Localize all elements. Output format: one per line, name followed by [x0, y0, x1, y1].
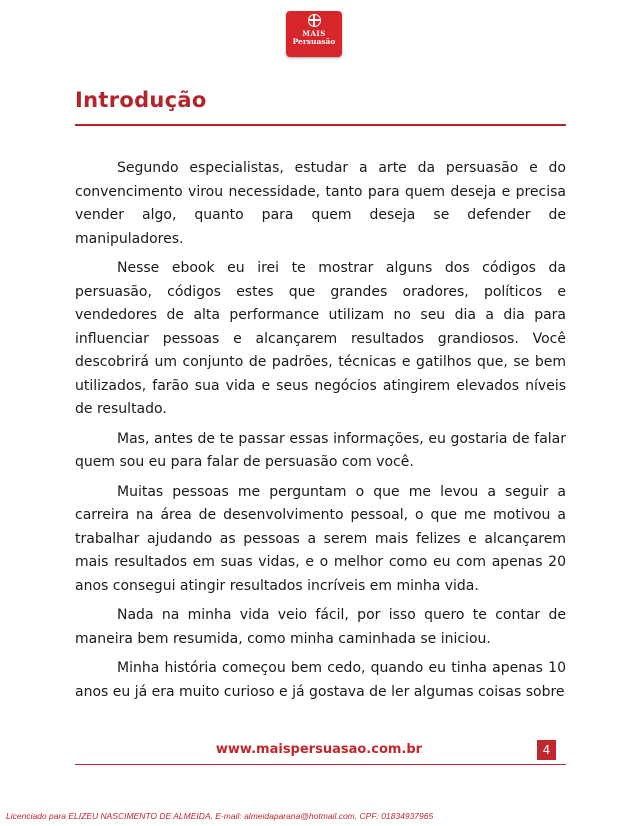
- logo-text-line2: Persuasão: [292, 36, 336, 46]
- paragraph: Nesse ebook eu irei te mostrar alguns dos códigos da persuasão, códigos estes que grandes oradores, políticos e vendedores de alta performance utilizam no seu dia a dia para influenciar pessoas e alcançarem resultados grandiosos. Você descobrirá um conjunto de padrões, técnicas e gatilhos que, se bem utilizados, farão sua vida e seus negócios atingirem elevados níveis de resultado.: [75, 260, 566, 417]
- paragraph: Muitas pessoas me perguntam o que me levou a seguir a carreira na área de desenvolvimento pessoal, o que me motivou a trabalhar ajudando as pessoas a serem mais felizes e alcançarem mais resultados em suas vidas, e o melhor como eu com apenas 20 anos consegui atingir resultados incríveis em minha vida.: [75, 483, 566, 594]
- body-text: [75, 157, 566, 710]
- paragraph: Minha história começou bem cedo, quando eu tinha apenas 10 anos eu já era muito curioso e já gostava de ler algumas coisas sobre: [75, 660, 566, 700]
- globe-icon: [308, 14, 321, 27]
- page-number-badge: 4: [537, 740, 556, 760]
- brand-logo: [286, 11, 342, 57]
- page-title: Introdução: [75, 88, 207, 112]
- license-notice: Licenciado para ELIZEU NASCIMENTO DE ALMEIDA, E-mail: almeidaparana@hotmail.com, CPF: 01834937965: [6, 811, 434, 821]
- logo-text-line1: MAIS: [302, 29, 326, 38]
- paragraph: Nada na minha vida veio fácil, por isso quero te contar de maneira bem resumida, como minha caminhada se iniciou.: [75, 607, 566, 647]
- footer-divider: [75, 764, 566, 765]
- paragraph: Mas, antes de te passar essas informações, eu gostaria de falar quem sou eu para falar de persuasão com você.: [75, 430, 566, 470]
- website-link[interactable]: www.maispersuasao.com.br: [215, 742, 423, 757]
- paragraph: Segundo especialistas, estudar a arte da persuasão e do convencimento virou necessidade, tanto para quem deseja e precisa vender algo, quanto para quem deseja se defender de manipuladores.: [75, 160, 566, 247]
- title-divider: [75, 124, 566, 126]
